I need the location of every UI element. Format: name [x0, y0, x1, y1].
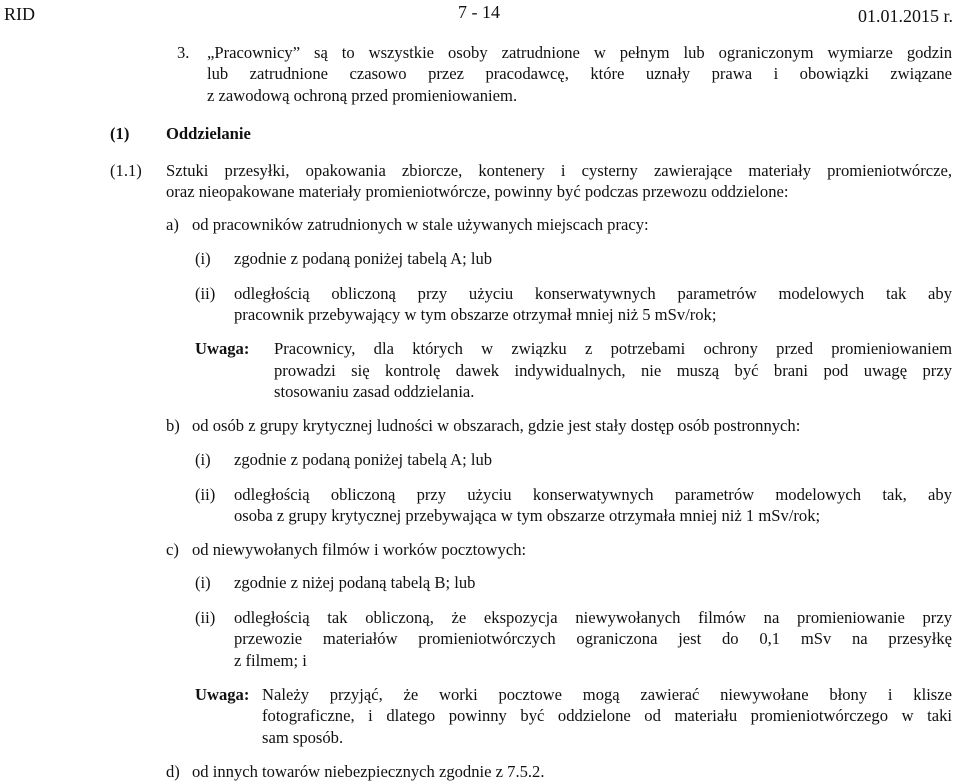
- item3-number: 3.: [177, 43, 190, 62]
- item-a-i-label: (i): [195, 249, 211, 268]
- item-c-note-line: Należy przyjąć, że worki pocztowe mogą zawierać niewywołane błony i klisze: [262, 685, 952, 704]
- header-center: 7 - 14: [458, 2, 500, 22]
- item-a-ii-label: (ii): [195, 284, 216, 303]
- item-a-note-label: Uwaga:: [195, 339, 250, 358]
- item-a-label: a): [166, 215, 179, 234]
- item-c-ii-line: odległością tak obliczoną, że ekspozycja niewywołanych filmów na promieniowanie przy: [234, 608, 952, 627]
- header-right: 01.01.2015 r.: [858, 6, 954, 26]
- item-c-i-label: (i): [195, 573, 211, 592]
- item-b-label: b): [166, 416, 180, 435]
- item-d-text: od innych towarów niebezpiecznych zgodnie z 7.5.2.: [192, 762, 545, 781]
- item-b-ii-label: (ii): [195, 485, 216, 504]
- item-c-text: od niewywołanych filmów i worków pocztowych:: [192, 540, 527, 559]
- item-c-label: c): [166, 540, 179, 559]
- item-a-note-line: Pracownicy, dla których w związku z potrzebami ochrony przed promieniowaniem: [274, 339, 952, 358]
- item3-line: lub zatrudnione czasowo przez pracodawcę, które uznały prawa i obowiązki związane: [207, 64, 952, 83]
- sub11-line: oraz nieopakowane materiały promieniotwórcze, powinny być podczas przewozu oddzielone:: [166, 182, 789, 201]
- header-left: RID: [4, 4, 35, 24]
- item-a-i-text: zgodnie z podaną poniżej tabelą A; lub: [234, 249, 493, 268]
- item-a-note-line: prowadzi się kontrolę dawek indywidualnych, nie muszą być brani pod uwagę przy: [274, 361, 952, 380]
- item-a-note-line: stosowaniu zasad oddzielania.: [274, 382, 475, 401]
- item-a-ii-line: odległością obliczoną przy użyciu konserwatywnych parametrów modelowych tak aby: [234, 284, 952, 303]
- item-c-ii-label: (ii): [195, 608, 216, 627]
- item-c-ii-line: przewozie materiałów promieniotwórczych ograniczona jest do 0,1 mSv na przesyłkę: [234, 629, 952, 648]
- item3-line: z zawodową ochroną przed promieniowaniem.: [207, 86, 518, 105]
- item-b-text: od osób z grupy krytycznej ludności w obszarach, gdzie jest stały dostęp osób postronnych:: [192, 416, 801, 435]
- item3-line: „Pracownicy” są to wszystkie osoby zatrudnione w pełnym lub ograniczonym wymiarze godzin: [207, 43, 952, 62]
- item-c-i-text: zgodnie z niżej podaną tabelą B; lub: [234, 573, 476, 592]
- sub11-number: (1.1): [110, 161, 142, 180]
- item-a-text: od pracowników zatrudnionych w stale używanych miejscach pracy:: [192, 215, 649, 234]
- sub11-line: Sztuki przesyłki, opakowania zbiorcze, kontenery i cysterny zawierające materiały promieniotwórcze,: [166, 161, 952, 180]
- item-b-ii-line: odległością obliczoną przy użyciu konserwatywnych parametrów modelowych tak, aby: [234, 485, 952, 504]
- section-number: (1): [110, 124, 130, 143]
- item-c-ii-line: z filmem; i: [234, 651, 307, 670]
- item-d-label: d): [166, 762, 180, 781]
- item-b-ii-line: osoba z grupy krytycznej przebywająca w tym obszarze otrzymała mniej niż 1 mSv/rok;: [234, 506, 821, 525]
- item-b-i-label: (i): [195, 450, 211, 469]
- item-c-note-label: Uwaga:: [195, 685, 250, 704]
- section-title: Oddzielanie: [166, 124, 251, 143]
- item-c-note-line: sam sposób.: [262, 728, 344, 747]
- item-b-i-text: zgodnie z podaną poniżej tabelą A; lub: [234, 450, 493, 469]
- item-c-note-line: fotograficzne, i dlatego powinny być oddzielone od materiału promieniotwórczego w taki: [262, 706, 952, 725]
- item-a-ii-line: pracownik przebywający w tym obszarze otrzymał mniej niż 5 mSv/rok;: [234, 305, 717, 324]
